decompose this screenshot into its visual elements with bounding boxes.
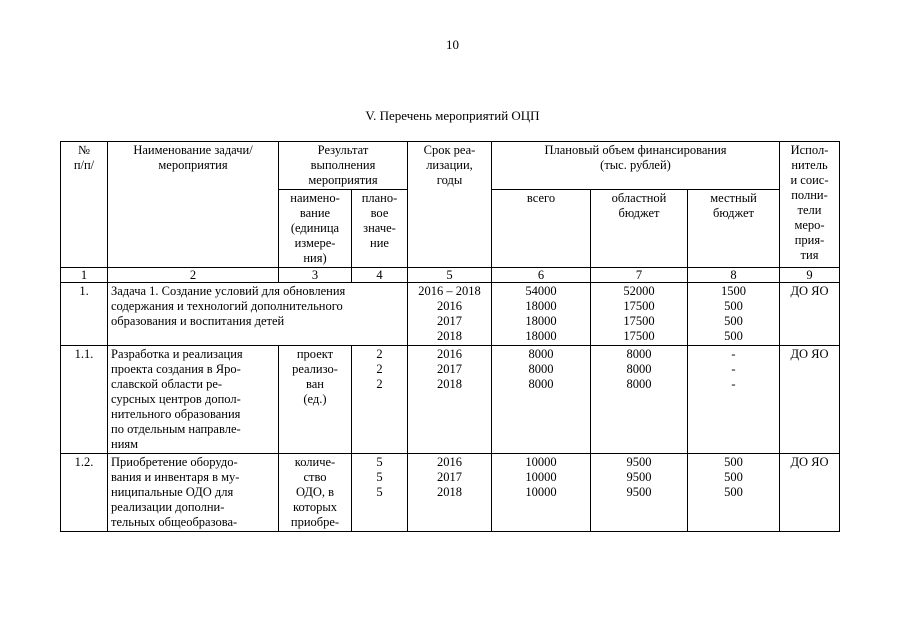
header-regional: областной бюджет [591, 190, 688, 268]
row-regional: 8000 8000 8000 [591, 346, 688, 454]
result-value: 5 5 5 [352, 454, 408, 532]
row-num: 1.2. [61, 454, 108, 532]
header-period: Срок реа- лизации, годы [408, 142, 492, 268]
header-result-name: наимено- вание (единица измере- ния) [279, 190, 352, 268]
row-local: - - - [688, 346, 780, 454]
row-total: 10000 10000 10000 [492, 454, 591, 532]
column-number: 4 [352, 268, 408, 283]
row-executor: ДО ЯО [780, 283, 840, 346]
row-executor: ДО ЯО [780, 454, 840, 532]
result-value: 2 2 2 [352, 346, 408, 454]
table-row [61, 283, 840, 346]
column-number: 8 [688, 268, 780, 283]
header-row-1 [61, 142, 840, 190]
column-number: 3 [279, 268, 352, 283]
header-executor: Испол- нитель и соис- полни- тели меро- прия- тия [780, 142, 840, 268]
header-finance: Плановый объем финансирования (тыс. рублей) [492, 142, 780, 190]
header-total: всего [492, 190, 591, 268]
row-years: 2016 – 2018 2016 2017 2018 [408, 283, 492, 346]
result-name: количе- ство ОДО, в которых приобре- [279, 454, 352, 532]
row-total: 8000 8000 8000 [492, 346, 591, 454]
column-number-row [61, 268, 840, 283]
row-executor: ДО ЯО [780, 346, 840, 454]
header-num: № п/п/ [61, 142, 108, 268]
column-number: 5 [408, 268, 492, 283]
column-number: 7 [591, 268, 688, 283]
result-name: проект реализо- ван (ед.) [279, 346, 352, 454]
activity-name: Разработка и реализация проекта создания в Яро- славской области ре- сурсных центров допол- нительного образования по отдельным направле- ниям [108, 346, 279, 454]
column-number: 2 [108, 268, 279, 283]
row-regional: 52000 17500 17500 17500 [591, 283, 688, 346]
table-row [61, 346, 840, 454]
activities-table [60, 141, 840, 532]
section-title: V. Перечень мероприятий ОЦП [365, 108, 540, 123]
header-result-value: плано- вое значе- ние [352, 190, 408, 268]
row-years: 2016 2017 2018 [408, 346, 492, 454]
header-result: Результат выполнения мероприятия [279, 142, 408, 190]
activity-name: Приобретение оборудо- вания и инвентаря в му- ниципальные ОДО для реализации дополни- тельных общеобразова- [108, 454, 279, 532]
page-number: 10 [446, 37, 459, 52]
row-years: 2016 2017 2018 [408, 454, 492, 532]
header-local: местный бюджет [688, 190, 780, 268]
task-name: Задача 1. Создание условий для обновления содержания и технологий дополнительного образования и воспитания детей [108, 283, 408, 346]
row-regional: 9500 9500 9500 [591, 454, 688, 532]
table-row [61, 454, 840, 532]
row-num: 1.1. [61, 346, 108, 454]
column-number: 9 [780, 268, 840, 283]
row-total: 54000 18000 18000 18000 [492, 283, 591, 346]
column-number: 6 [492, 268, 591, 283]
row-local: 500 500 500 [688, 454, 780, 532]
column-number: 1 [61, 268, 108, 283]
header-name: Наименование задачи/ мероприятия [108, 142, 279, 268]
row-num: 1. [61, 283, 108, 346]
row-local: 1500 500 500 500 [688, 283, 780, 346]
